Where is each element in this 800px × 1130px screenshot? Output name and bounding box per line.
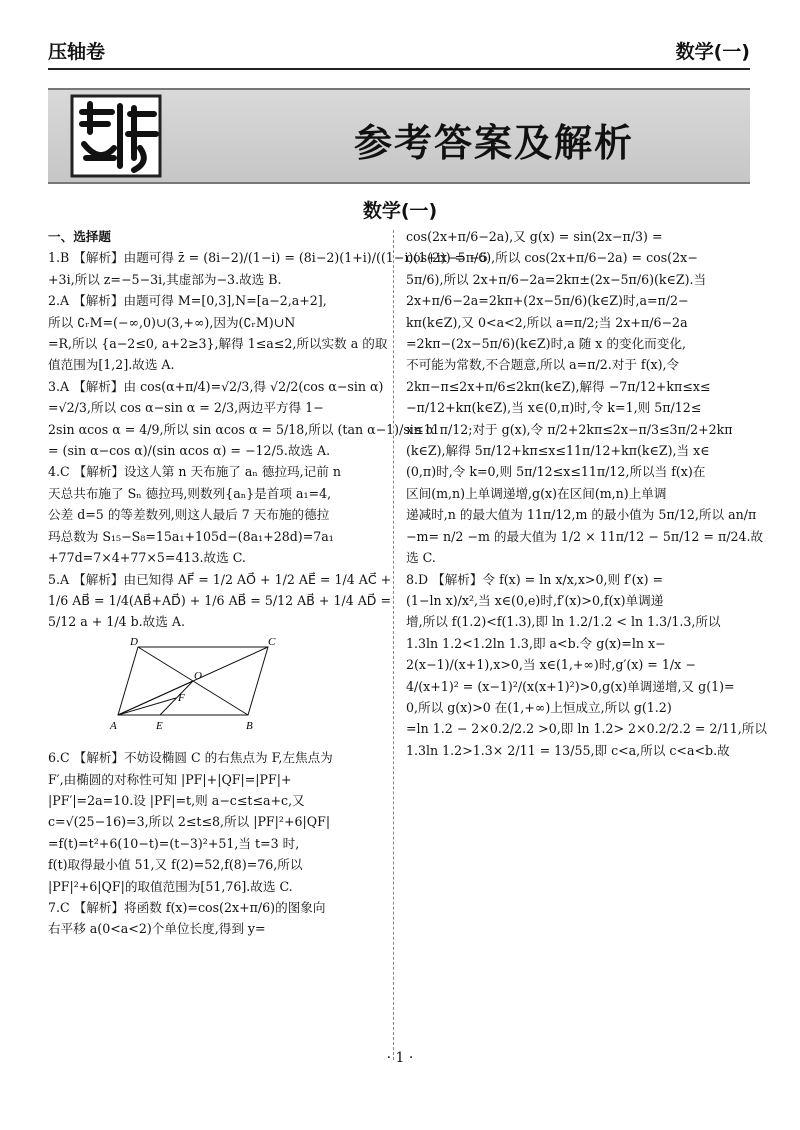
text-line: 不可能为常数,不合题意,所以 a=π/2.对于 f(x),令 — [406, 357, 680, 373]
title-banner — [48, 88, 750, 184]
text-line: x≤11π/12;对于 g(x),令 π/2+2kπ≤2x−π/3≤3π/2+2kπ — [406, 421, 733, 437]
text-line: kπ(k∈Z),又 0<a<2,所以 a=π/2;当 2x+π/6−2a — [406, 314, 688, 330]
text-line: 1/6 AB⃗ = 1/4(AB⃗+AD⃗) + 1/6 AB⃗ = 5/12 AB⃗ + 1/4 AD⃗ = — [48, 592, 392, 608]
text-line: |PF|²+6|QF|的取值范围为[51,76].故选 C. — [48, 878, 293, 894]
label-C: C — [268, 635, 276, 648]
text-line: 2x+π/6−2a=2kπ+(2x−5π/6)(k∈Z)时,a=π/2− — [406, 293, 689, 309]
header-left-label: 压轴卷 — [48, 41, 106, 63]
text-line: (1−ln x)/x²,当 x∈(0,e)时,f′(x)>0,f(x)单调递 — [406, 592, 664, 608]
label-B: B — [246, 719, 253, 732]
text-line: 8.D 【解析】令 f(x) = ln x/x,x>0,则 f′(x) = — [406, 571, 664, 587]
label-A: A — [110, 719, 117, 732]
text-line: =ln 1.2 − 2×0.2/2.2 >0,即 ln 1.2> 2×0.2/2.2 = 2/11,所以 — [406, 721, 767, 737]
label-E: E — [156, 719, 163, 732]
text-line: 2kπ−π≤2x+π/6≤2kπ(k∈Z),解得 −7π/12+kπ≤x≤ — [406, 378, 711, 394]
text-line: 6.C 【解析】不妨设椭圆 C 的右焦点为 F,左焦点为 — [48, 750, 333, 766]
text-line: |PF′|=2a=10.设 |PF|=t,则 a−c≤t≤a+c,又 — [48, 792, 305, 808]
text-line: 天总共布施了 Sₙ 德拉玛,则数列{aₙ}是首项 a₁=4, — [48, 485, 332, 501]
left-column — [48, 226, 488, 940]
text-line: (0,π)时,令 k=0,则 5π/12≤x≤11π/12,所以当 f(x)在 — [406, 464, 706, 480]
header-right-label: 数学(一) — [675, 41, 750, 63]
seal-logo-icon — [70, 94, 162, 178]
text-line: cos(2x−5π/6),所以 cos(2x+π/6−2a) = cos(2x− — [406, 250, 698, 266]
text-line: 选 C. — [406, 550, 436, 566]
text-line: 5/12 a + 1/4 b.故选 A. — [48, 614, 185, 630]
text-line: 递减时,n 的最大值为 11π/12,m 的最小值为 5π/12,所以 an/π — [406, 507, 757, 523]
text-line: −m= n/2 −m 的最大值为 1/2 × 11π/12 − 5π/12 = π/24.故 — [406, 528, 764, 544]
text-line: +3i,所以 z=−5−3i,其虚部为−3.故选 B. — [48, 271, 282, 287]
text-line: −π/12+kπ(k∈Z),当 x∈(0,π)时,令 k=1,则 5π/12≤ — [406, 400, 702, 416]
subject-title: 数学(一) — [362, 200, 438, 222]
section-heading: 一、选择题 — [48, 229, 111, 244]
label-O: O — [194, 669, 202, 682]
text-line: 玛总数为 S₁₅−S₈=15a₁+105d−(8a₁+28d)=7a₁ — [48, 528, 334, 544]
answer-lines-1 — [48, 247, 488, 632]
text-line: 4.C 【解析】设这人第 n 天布施了 aₙ 德拉玛,记前 n — [48, 464, 341, 480]
text-line: 1.3ln 1.2>1.3× 2/11 = 13/55,即 c<a,所以 c<a<b.故 — [406, 742, 730, 758]
label-F: F — [178, 691, 185, 704]
text-line: 3.A 【解析】由 cos(α+π/4)=√2/3,得 √2/2(cos α−sin α) — [48, 378, 384, 394]
text-line: 2sin αcos α = 4/9,所以 sin αcos α = 5/18,所以 (tan α−1)/sin α — [48, 421, 435, 437]
text-line: = (sin α−cos α)/(sin αcos α) = −12/5.故选 A. — [48, 443, 331, 459]
label-D: D — [130, 635, 138, 648]
text-line: cos(2x+π/6−2a),又 g(x) = sin(2x−π/3) = — [406, 229, 663, 244]
text-line: (k∈Z),解得 5π/12+kπ≤x≤11π/12+kπ(k∈Z),当 x∈ — [406, 443, 710, 459]
answer-lines-2 — [48, 747, 380, 940]
text-line: 值范围为[1,2].故选 A. — [48, 357, 175, 373]
text-line: =2kπ−(2x−5π/6)(k∈Z)时,a 随 x 的变化而变化, — [406, 336, 686, 352]
text-line: 4/(x+1)² = (x−1)²/(x(x+1)²)>0,g(x)单调递增,又 g(1)= — [406, 678, 735, 694]
text-line: 区间(m,n)上单调递增,g(x)在区间(m,n)上单调 — [406, 485, 667, 501]
text-line: 2(x−1)/(x+1),x>0,当 x∈(1,+∞)时,g′(x) = 1/x − — [406, 657, 696, 673]
text-line: f(t)取得最小值 51,又 f(2)=52,f(8)=76,所以 — [48, 857, 303, 873]
text-line: =R,所以 {a−2≤0, a+2≥3},解得 1≤a≤2,所以实数 a 的取 — [48, 336, 388, 352]
text-line: F′,由椭圆的对称性可知 |PF|+|QF|=|PF|+ — [48, 771, 292, 787]
right-column — [406, 226, 767, 761]
text-line: 0,所以 g(x)>0 在(1,+∞)上恒成立,所以 g(1.2) — [406, 699, 672, 715]
text-line: 5.A 【解析】由已知得 AF⃗ = 1/2 AO⃗ + 1/2 AE⃗ = 1/4 AC⃗ + — [48, 571, 392, 587]
text-line: +77d=7×4+77×5=413.故选 C. — [48, 550, 246, 566]
text-line: 增,所以 f(1.2)<f(1.3),即 ln 1.2/1.2 < ln 1.3/1.3,所以 — [406, 614, 721, 630]
text-line: c=√(25−16)=3,所以 2≤t≤8,所以 |PF|²+6|QF| — [48, 814, 331, 830]
text-line: =√2/3,所以 cos α−sin α = 2/3,两边平方得 1− — [48, 400, 324, 416]
page-number: · 1 · — [386, 1050, 414, 1066]
text-line: 1.3ln 1.2<1.2ln 1.3,即 a<b.令 g(x)=ln x− — [406, 635, 666, 651]
page-header — [48, 34, 750, 70]
text-line: 所以 ∁ᵣM=(−∞,0)∪(3,+∞),因为(∁ᵣM)∪N — [48, 314, 296, 330]
banner-title: 参考答案及解析 — [353, 121, 634, 165]
text-line: =f(t)=t²+6(10−t)=(t−3)²+51,当 t=3 时, — [48, 835, 300, 851]
text-line: 公差 d=5 的等差数列,则这人最后 7 天布施的德拉 — [48, 507, 330, 523]
parallelogram-figure — [108, 637, 308, 737]
text-line: 1.B 【解析】由题可得 z̄ = (8i−2)/(1−i) = (8i−2)(1+i)/((1−i)(1+i)) = −5 — [48, 250, 488, 266]
text-line: 2.A 【解析】由题可得 M=[0,3],N=[a−2,a+2], — [48, 293, 327, 309]
text-line: 右平移 a(0<a<2)个单位长度,得到 y= — [48, 921, 266, 937]
text-line: 7.C 【解析】将函数 f(x)=cos(2x+π/6)的图象向 — [48, 899, 326, 915]
text-line: 5π/6),所以 2x+π/6−2a=2kπ±(2x−5π/6)(k∈Z).当 — [406, 271, 707, 287]
column-divider — [393, 230, 394, 1060]
